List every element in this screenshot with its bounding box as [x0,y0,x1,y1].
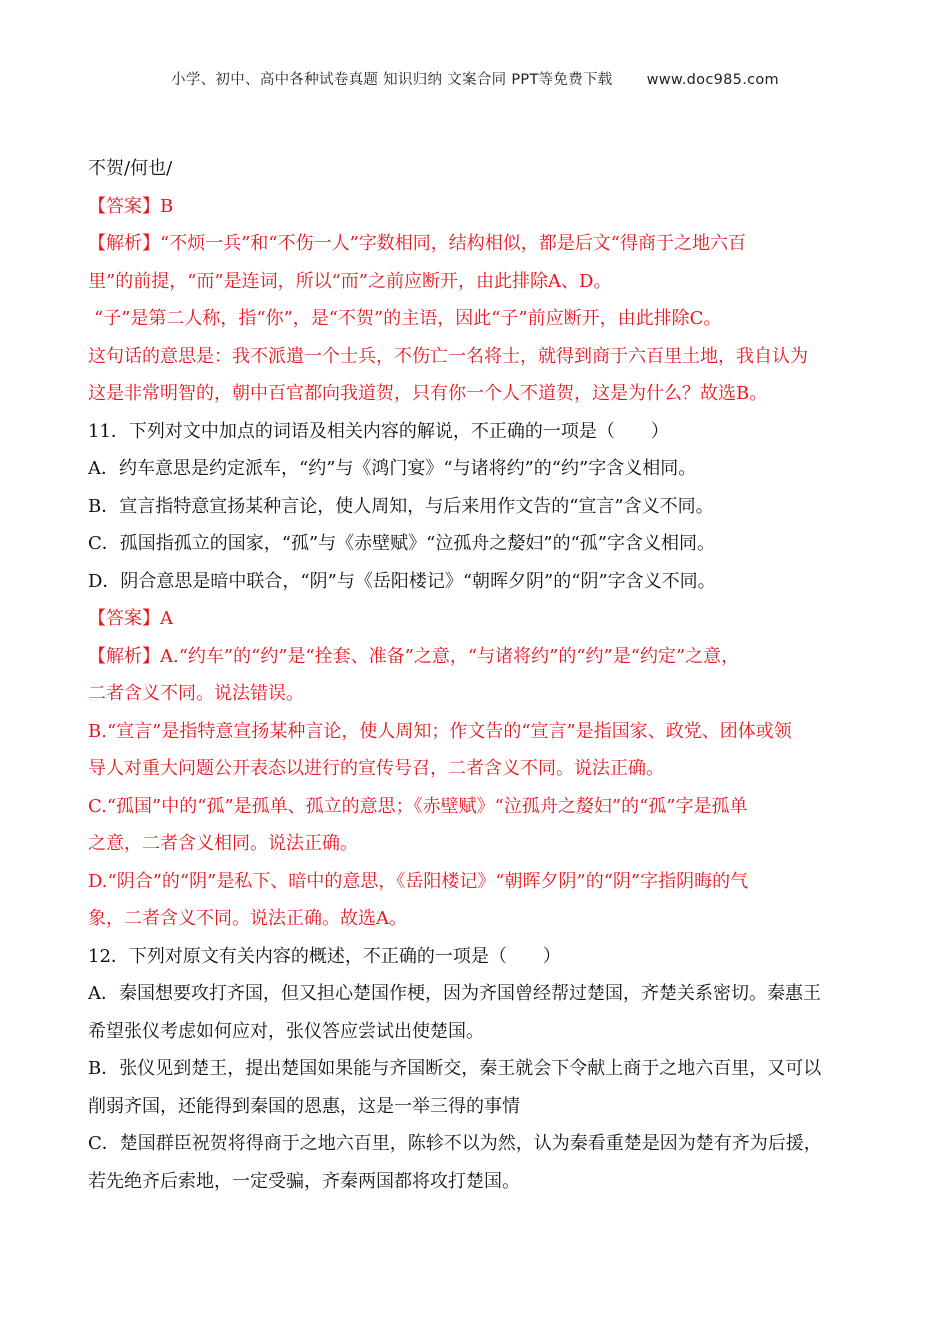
option-d: D．阴合意思是暗中联合，“阴”与《岳阳楼记》“朝晖夕阴”的“阴”字含义不同。 [88,570,716,592]
answer-line: 【答案】A [88,608,173,629]
document-body [88,150,870,1200]
option-c: C．楚国群臣祝贺将得商于之地六百里，陈轸不以为然，认为秦看重楚是因为楚有齐为后援， [88,1133,822,1154]
option-a: A．秦国想要攻打齐国，但又担心楚国作梗，因为齐国曾经帮过楚国，齐楚关系密切。秦惠王 [88,983,821,1004]
text-line: 不贺/何也/ [88,158,173,179]
analysis-line: 象，二者含义不同。说法正确。故选A。 [88,908,407,929]
question-12: 12．下列对原文有关内容的概述，不正确的一项是（ ） [88,945,561,967]
analysis-line: 【解析】“不烦一兵”和“不伤一人”字数相同，结构相似，都是后文“得商于之地六百 [88,233,747,254]
option-a-cont: 希望张仪考虑如何应对，张仪答应尝试出使楚国。 [88,1020,484,1042]
analysis-line: D.“阴合”的“阴”是私下、暗中的意思，《岳阳楼记》“朝晖夕阴”的“阴”字指阴晦的气 [88,870,749,892]
analysis-line: 之意，二者含义相同。说法正确。 [88,833,358,854]
option-c: C．孤国指孤立的国家，“孤”与《赤壁赋》“泣孤舟之嫠妇”的“孤”字含义相同。 [88,533,715,554]
analysis-line: “子”是第二人称，指“你”，是“不贺”的主语，因此“子”前应断开，由此排除C。 [94,308,722,329]
option-b: B．宣言指特意宣扬某种言论，使人周知，与后来用作文告的“宣言”含义不同。 [88,495,714,517]
analysis-line: 里”的前提，“而”是连词，所以“而”之前应断开，由此排除A、D。 [88,270,612,292]
analysis-line: 二者含义不同。说法错误。 [88,683,304,704]
analysis-line: 这是非常明智的，朝中百官都向我道贺，只有你一个人不道贺，这是为什么？故选B。 [88,383,768,404]
header-text: 小学、初中、高中各种试卷真题 知识归纳 文案合同 PPT等免费下载 [171,72,613,88]
option-c-cont: 若先绝齐后索地，一定受骗，齐秦两国都将攻打楚国。 [88,1170,520,1192]
analysis-line: 这句话的意思是：我不派遣一个士兵，不伤亡一名将士，就得到商于六百里土地，我自认为 [88,345,808,367]
analysis-line: 导人对重大问题公开表态以进行的宣传号召，二者含义不同。说法正确。 [88,758,664,779]
analysis-line: C.“孤国”中的“孤”是孤单、孤立的意思；《赤壁赋》“泣孤舟之嫠妇”的“孤”字是孤单 [88,795,748,817]
page-header [0,68,950,89]
analysis-line: B.“宣言”是指特意宣扬某种言论，使人周知；作文告的“宣言”是指国家、政党、团体或领 [88,720,792,742]
option-b: B．张仪见到楚王，提出楚国如果能与齐国断交，秦王就会下令献上商于之地六百里，又可以 [88,1058,822,1079]
option-b-cont: 削弱齐国，还能得到秦国的恩惠，这是一举三得的事情 [88,1095,520,1117]
answer-line: 【答案】B [88,195,174,217]
option-a: A．约车意思是约定派车，“约”与《鸿门宴》“与诸将约”的“约”字含义相同。 [88,458,697,479]
header-site-link[interactable]: www.doc985.com [646,72,779,88]
question-11: 11．下列对文中加点的词语及相关内容的解说，不正确的一项是（ ） [88,420,669,442]
analysis-line: 【解析】A.“约车”的“约”是“拴套、准备”之意，“与诸将约”的“约”是“约定”之意， [88,645,740,667]
